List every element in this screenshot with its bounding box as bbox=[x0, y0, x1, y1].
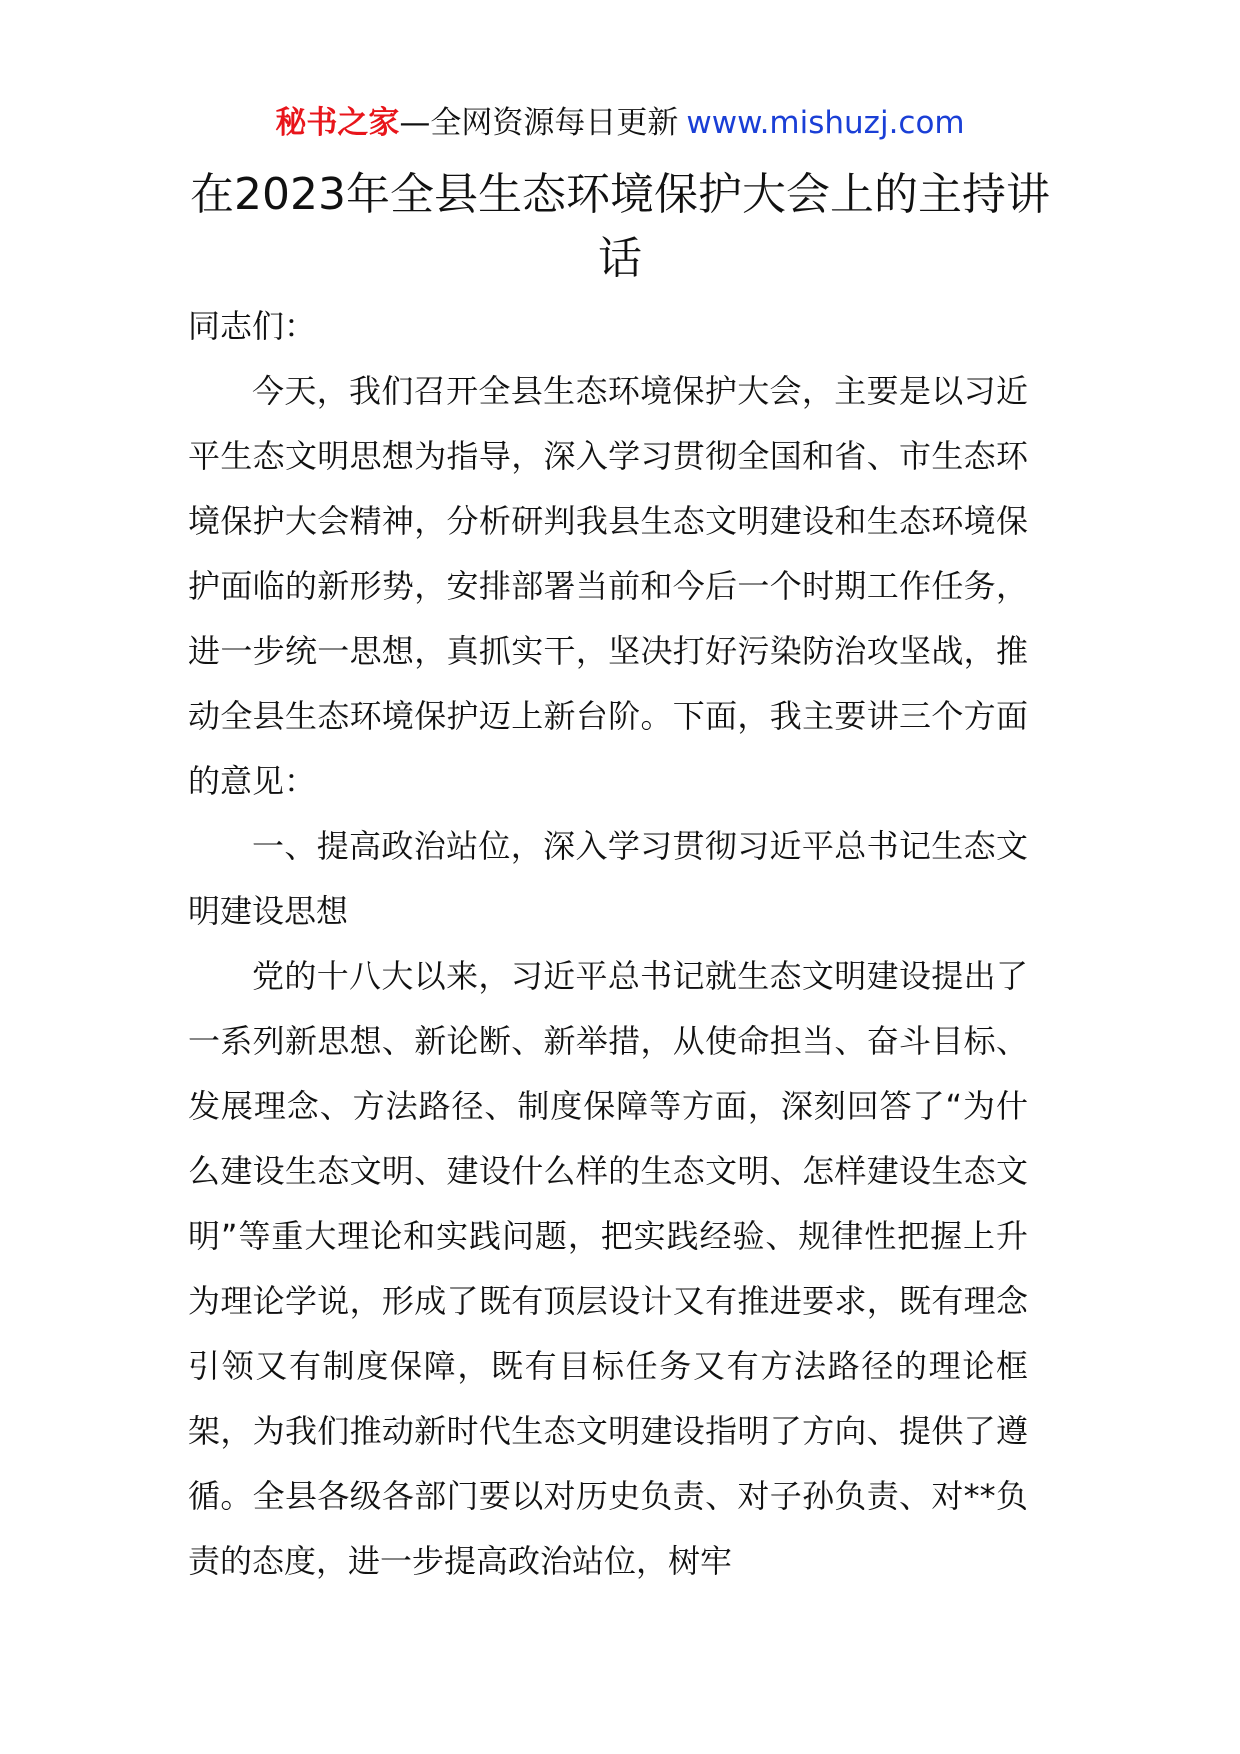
section-heading-1: 一、提高政治站位，深入学习贯彻习近平总书记生态文明建设思想 bbox=[188, 827, 1028, 930]
site-header bbox=[0, 101, 1240, 145]
brand-name: 秘书之家 bbox=[275, 105, 400, 141]
paragraph-intro: 今天，我们召开全县生态环境保护大会，主要是以习近平生态文明思想为指导，深入学习贯彻全国和省、市生态环境保护大会精神，分析研判我县生态文明建设和生态环境保护面临的新形势，安排部署当前和今后一个时期工作任务，进一步统一思想，真抓实干，坚决打好污染防治攻坚战，推动全县生态环境保护迈上新台阶。下面，我主要讲三个方面的意见： bbox=[188, 372, 1028, 800]
document-title: 在2023年全县生态环境保护大会上的主持讲话 bbox=[190, 169, 1050, 284]
document-body bbox=[188, 294, 1028, 1594]
salutation: 同志们： bbox=[188, 307, 317, 345]
paragraph-section-1: 党的十八大以来，习近平总书记就生态文明建设提出了一系列新思想、新论断、新举措，从使命担当、奋斗目标、发展理念、方法路径、制度保障等方面，深刻回答了“为什么建设生态文明、建设什么样的生态文明、怎样建设生态文明”等重大理论和实践问题，把实践经验、规律性把握上升为理论学说，形成了既有顶层设计又有推进要求，既有理念引领又有制度保障，既有目标任务又有方法路径的理论框架，为我们推动新时代生态文明建设指明了方向、提供了遵循。全县各级各部门要以对历史负责、对子孙负责、对**负责的态度，进一步提高政治站位，树牢 bbox=[188, 957, 1028, 1580]
site-url-link[interactable]: www.mishuzj.com bbox=[686, 105, 965, 141]
header-tagline: —全网资源每日更新 bbox=[399, 105, 679, 141]
